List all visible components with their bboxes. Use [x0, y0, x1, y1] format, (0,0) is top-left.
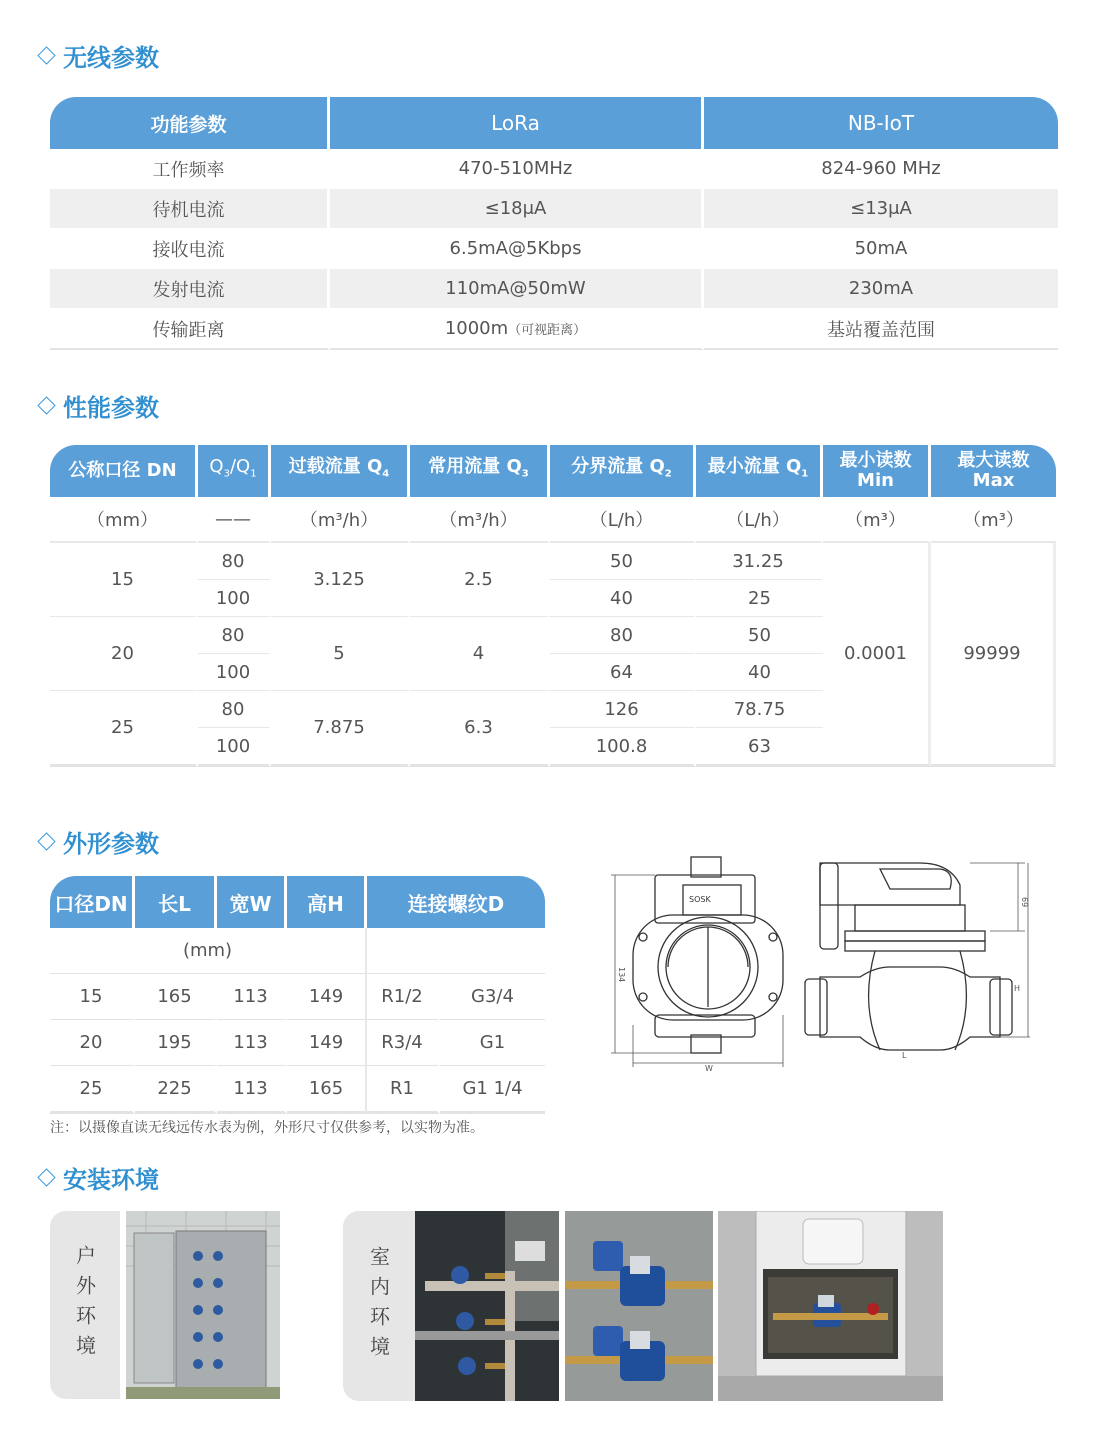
section-title-text: 性能参数 [63, 394, 159, 422]
ratio-sub: 1 [250, 468, 257, 480]
table-cell: 工作频率 [50, 149, 330, 189]
table-row [50, 543, 1056, 580]
q3-cell: 6.3 [410, 691, 550, 767]
q2-cell: 64 [550, 654, 696, 691]
table-cell: 824-960 MHz [704, 149, 1058, 189]
unit-cell: —— [198, 497, 271, 543]
header-cell: 长L [135, 876, 217, 928]
dimension-label-w: W [705, 1064, 713, 1073]
table-row [50, 1066, 545, 1114]
diamond-icon [37, 396, 55, 414]
q1-cell: 31.25 [696, 543, 823, 580]
q3-cell: 4 [410, 617, 550, 691]
table-cell: 149 [287, 974, 367, 1020]
section-title-wireless [36, 38, 159, 73]
table-header-row [50, 97, 1058, 149]
table-cell: 195 [135, 1020, 217, 1066]
dn-cell: 20 [50, 617, 198, 691]
table-header-row [50, 876, 545, 928]
ratio-cell: 80 [198, 543, 271, 580]
unit-cell: （m³/h） [271, 497, 410, 543]
header-sub: 1 [801, 468, 809, 480]
table-row [50, 309, 1058, 350]
q2-cell: 40 [550, 580, 696, 617]
table-cell: 6.5mA@5Kbps [330, 229, 704, 269]
unit-cell: (mm) [50, 928, 367, 974]
table-row [50, 149, 1058, 189]
section-title-performance [36, 388, 159, 423]
dimension-note: 注：以摄像直读无线远传水表为例，外形尺寸仅供参考，以实物为准。 [50, 1120, 484, 1136]
header-text: 最小流量 Q [707, 456, 802, 478]
section-title-install [36, 1160, 159, 1195]
section-title-text: 外形参数 [63, 830, 159, 858]
header-text: 最大读数 [957, 450, 1030, 471]
table-cell: 发射电流 [50, 269, 330, 309]
table-cell: G3/4 [440, 974, 545, 1020]
indoor-photo-2 [565, 1211, 713, 1401]
diamond-icon [37, 832, 55, 850]
table-cell: 470-510MHz [330, 149, 704, 189]
header-cell [271, 445, 410, 497]
header-text: 过载流量 Q [288, 456, 383, 478]
header-cell [198, 445, 271, 497]
ratio-cell: 80 [198, 691, 271, 728]
table-cell: G1 1/4 [440, 1066, 545, 1114]
header-cell [931, 445, 1056, 497]
header-cell: 公称口径 DN [50, 445, 198, 497]
table-cell: 230mA [704, 269, 1058, 309]
indoor-label-panel [343, 1211, 415, 1401]
table-cell: 25 [50, 1066, 135, 1114]
header-cell [550, 445, 696, 497]
logo-text: SOSK [689, 895, 711, 904]
meter-side-view-drawing [800, 855, 1035, 1060]
table-cell: 待机电流 [50, 189, 330, 229]
q1-cell: 40 [696, 654, 823, 691]
ratio-cell: 100 [198, 654, 271, 691]
header-cell: NB-IoT [704, 97, 1058, 149]
q1-cell: 25 [696, 580, 823, 617]
unit-cell: （L/h） [550, 497, 696, 543]
ratio-cell: 80 [198, 617, 271, 654]
dimension-label-l: L [902, 1051, 907, 1060]
unit-cell: （m³） [823, 497, 931, 543]
outdoor-photo [126, 1211, 280, 1399]
header-cell [823, 445, 931, 497]
table-cell: R3/4 [367, 1020, 440, 1066]
unit-cell: （m³/h） [410, 497, 550, 543]
table-cell: 113 [217, 1066, 287, 1114]
section-title-text: 安装环境 [63, 1166, 159, 1194]
table-row [50, 269, 1058, 309]
header-cell: 功能参数 [50, 97, 330, 149]
unit-row [50, 928, 545, 974]
dimension-label-h: H [1014, 984, 1021, 993]
unit-cell: （m³） [931, 497, 1056, 543]
outdoor-label: 户外环境 [72, 1245, 97, 1365]
dimension-label-134: 134 [617, 967, 626, 983]
table-cell: R1/2 [367, 974, 440, 1020]
table-row [50, 229, 1058, 269]
ratio-q: /Q [229, 456, 251, 478]
dn-cell: 15 [50, 543, 198, 617]
header-cell: 口径DN [50, 876, 135, 928]
table-cell: 15 [50, 974, 135, 1020]
section-title-text: 无线参数 [63, 44, 159, 72]
table-row [50, 189, 1058, 229]
q4-cell: 5 [271, 617, 410, 691]
table-cell: G1 [440, 1020, 545, 1066]
diamond-icon [37, 46, 55, 64]
table-cell: 149 [287, 1020, 367, 1066]
ratio-q: Q [209, 456, 224, 478]
table-cell: ≤18μA [330, 189, 704, 229]
header-cell: 宽W [217, 876, 287, 928]
indoor-photo-3 [718, 1211, 943, 1401]
q2-cell: 100.8 [550, 728, 696, 767]
header-cell: LoRa [330, 97, 704, 149]
header-cell: 连接螺纹D [367, 876, 545, 928]
header-text: 分界流量 Q [571, 456, 665, 478]
q1-cell: 63 [696, 728, 823, 767]
unit-cell [367, 928, 545, 974]
table-cell: 110mA@50mW [330, 269, 704, 309]
outdoor-label-panel [50, 1211, 120, 1399]
table-cell: 20 [50, 1020, 135, 1066]
table-cell: 225 [135, 1066, 217, 1114]
header-sub: 2 [664, 468, 672, 480]
q4-cell: 3.125 [271, 543, 410, 617]
q2-cell: 80 [550, 617, 696, 654]
unit-cell: （mm） [50, 497, 198, 543]
header-text: Min [857, 470, 894, 491]
table-cell: 113 [217, 974, 287, 1020]
q3-cell: 2.5 [410, 543, 550, 617]
table-cell: ≤13μA [704, 189, 1058, 229]
dn-cell: 25 [50, 691, 198, 767]
table-cell: 165 [287, 1066, 367, 1114]
table-header-row [50, 445, 1056, 497]
table-cell [330, 309, 704, 350]
unit-row [50, 497, 1056, 543]
performance-table [50, 445, 1056, 767]
header-cell: 高H [287, 876, 367, 928]
range-note: （可视距离） [508, 323, 587, 338]
table-cell: 113 [217, 1020, 287, 1066]
header-text: Max [972, 470, 1015, 491]
table-row [50, 1020, 545, 1066]
diamond-icon [37, 1168, 55, 1186]
header-sub: 4 [382, 468, 390, 480]
table-cell: 基站覆盖范围 [704, 309, 1058, 350]
table-cell: R1 [367, 1066, 440, 1114]
table-row [50, 974, 545, 1020]
section-title-shape [36, 824, 159, 859]
unit-cell: （L/h） [696, 497, 823, 543]
max-reading-cell: 99999 [931, 543, 1056, 767]
table-cell: 传输距离 [50, 309, 330, 350]
indoor-photo-1 [415, 1211, 559, 1401]
ratio-cell: 100 [198, 580, 271, 617]
q2-cell: 126 [550, 691, 696, 728]
wireless-table [50, 97, 1058, 350]
min-reading-cell: 0.0001 [823, 543, 931, 767]
table-cell: 接收电流 [50, 229, 330, 269]
ratio-sub: 3 [223, 468, 230, 480]
header-text: 常用流量 Q [428, 456, 522, 478]
table-cell: 165 [135, 974, 217, 1020]
dimension-table [50, 876, 545, 1114]
q4-cell: 7.875 [271, 691, 410, 767]
header-text: 最小读数 [839, 450, 912, 471]
range-value: 1000m [444, 318, 509, 339]
header-cell [410, 445, 550, 497]
ratio-cell: 100 [198, 728, 271, 767]
q1-cell: 50 [696, 617, 823, 654]
meter-top-view-drawing [605, 855, 790, 1075]
q1-cell: 78.75 [696, 691, 823, 728]
dimension-label-69: 69 [1020, 897, 1029, 908]
q2-cell: 50 [550, 543, 696, 580]
table-cell: 50mA [704, 229, 1058, 269]
indoor-label: 室内环境 [366, 1246, 391, 1366]
header-cell [696, 445, 823, 497]
header-sub: 3 [521, 468, 529, 480]
